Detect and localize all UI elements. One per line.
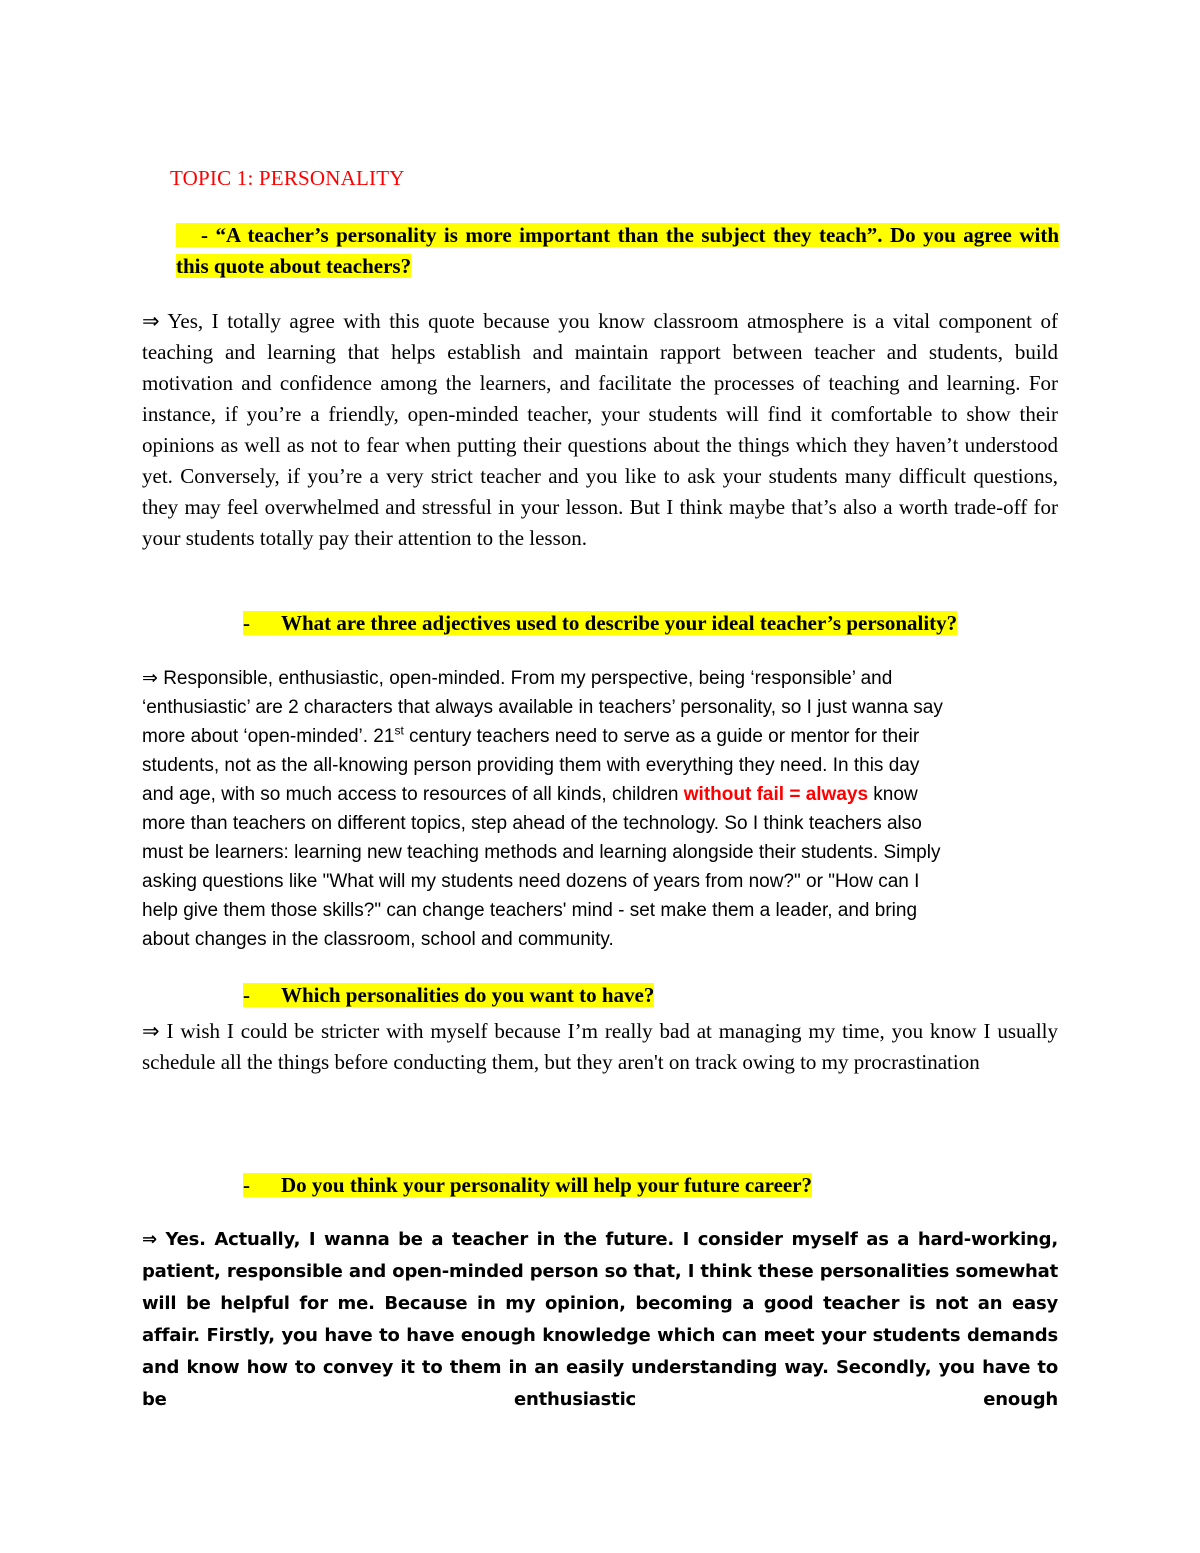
answer-2-line-3-after: century teachers need to serve as a guide or mentor for their xyxy=(403,726,920,747)
question-3 xyxy=(243,981,654,1009)
question-2-dash: - xyxy=(243,611,250,635)
topic-title: TOPIC 1: PERSONALITY xyxy=(170,166,405,190)
question-3-dash: - xyxy=(243,983,250,1007)
answer-2-superscript: st xyxy=(394,723,404,738)
question-1-dash: - xyxy=(201,223,208,247)
question-3-text: Which personalities do you want to have? xyxy=(281,983,655,1007)
answer-2-line-5 xyxy=(142,780,1058,809)
question-1 xyxy=(176,220,1059,282)
question-4-text: Do you think your personality will help your future career? xyxy=(281,1173,813,1197)
answer-2-line-5-before: and age, with so much access to resources of all kinds, children xyxy=(142,784,684,805)
question-2 xyxy=(243,609,957,637)
answer-1: ⇒ Yes, I totally agree with this quote because you know classroom atmosphere is a vital component of teaching and learning that helps establish and maintain rapport between teacher and students, build motivation and confidence among the learners, and facilitate the processes of teaching and learning. For instance, if you’re a friendly, open-minded teacher, your students will find it comfortable to show their opinions as well as not to fear when putting their questions about the things which they haven’t understood yet. Conversely, if you’re a very strict teacher and you like to ask your students many difficult questions, they may feel overwhelmed and stressful in your lesson. But I think maybe that’s also a worth trade-off for your students totally pay their attention to the lesson. xyxy=(142,309,1058,550)
answer-2-line-7: must be learners: learning new teaching methods and learning alongside their students. Simply xyxy=(142,842,941,863)
answer-2-line-10: about changes in the classroom, school and community. xyxy=(142,929,614,950)
question-2-text: What are three adjectives used to describe your ideal teacher’s personality? xyxy=(281,611,958,635)
answer-2-line-6: more than teachers on different topics, step ahead of the technology. So I think teachers also xyxy=(142,813,922,834)
answer-2-line-9: help give them those skills?" can change teachers' mind - set make them a leader, and bring xyxy=(142,900,918,921)
highlighted-phrase: without fail = always xyxy=(683,784,869,805)
question-4-dash: - xyxy=(243,1173,250,1197)
answer-2-line-2: ‘enthusiastic’ are 2 characters that always available in teachers’ personality, so I just wanna say xyxy=(142,697,943,718)
answer-2-line-3 xyxy=(142,722,1058,751)
question-1-text: “A teacher’s personality is more important than the subject they teach”. Do you agree with this quote about teachers? xyxy=(176,223,1059,278)
answer-2-line-3-before: more about ‘open-minded’. 21 xyxy=(142,726,395,747)
answer-2-line-5-after: know xyxy=(868,784,918,805)
answer-2-line-8: asking questions like "What will my students need dozens of years from now?" or "How can I xyxy=(142,871,920,892)
answer-2 xyxy=(142,664,1058,954)
answer-2-line-1: ⇒ Responsible, enthusiastic, open-minded. From my perspective, being ‘responsible’ and xyxy=(142,668,893,689)
answer-2-line-4: students, not as the all-knowing person providing them with everything they need. In this day xyxy=(142,755,920,776)
answer-3: ⇒ I wish I could be stricter with myself because I’m really bad at managing my time, you know I usually schedule all the things before conducting them, but they aren't on track owing to my procrastination xyxy=(142,1019,1058,1074)
question-4 xyxy=(243,1171,812,1199)
answer-4: ⇒ Yes. Actually, I wanna be a teacher in the future. I consider myself as a hard-working, patient, responsible and open-minded person so that, I think these personalities somewhat will be helpful for me. Because in my opinion, becoming a good teacher is not an easy affair. Firstly, you have to have enough knowledge which can meet your students demands and know how to convey it to them in an easily understanding way. Secondly, you have to be enthusiastic enough xyxy=(142,1229,1058,1410)
